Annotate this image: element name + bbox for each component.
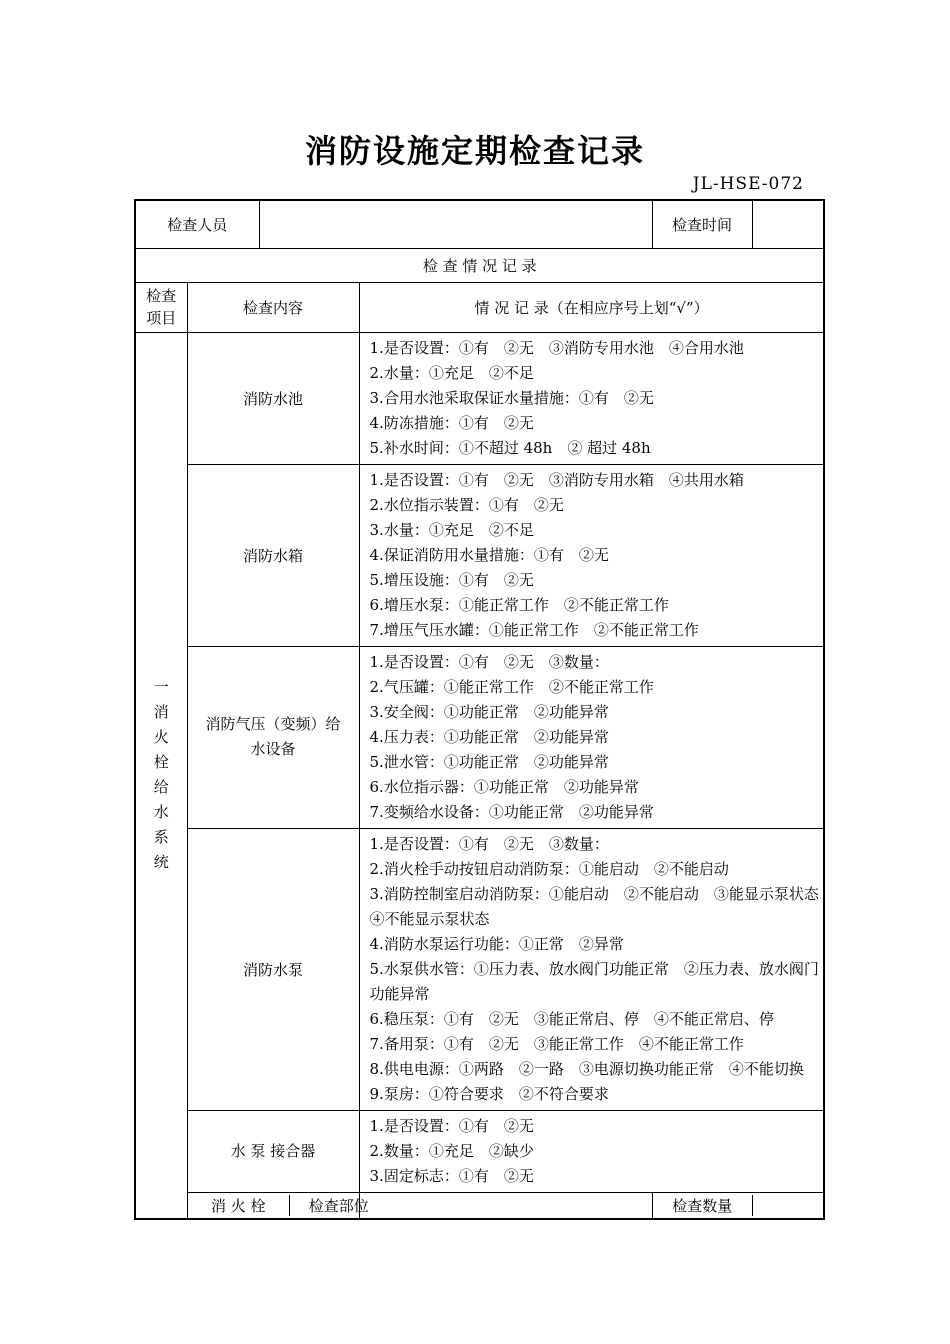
record-line[interactable]: 2.数量：①充足 ②缺少	[369, 1141, 534, 1160]
record-line[interactable]: 4.消防水泵运行功能：①正常 ②异常	[369, 934, 624, 953]
record-line[interactable]: 5.增压设施：①有 ②无	[369, 570, 534, 589]
hydrant-subtable	[188, 1195, 388, 1216]
record-line[interactable]: 1.是否设置：①有 ②无 ③消防专用水池 ④合用水池	[369, 338, 744, 357]
record-line[interactable]: 2.消火栓手动按钮启动消防泵：①能启动 ②不能启动	[369, 859, 729, 878]
group-row-fire-pump	[135, 828, 824, 1110]
record-line[interactable]: 1.是否设置：①有 ②无 ③数量：	[369, 652, 609, 671]
inspector-field[interactable]	[259, 200, 652, 248]
group-lines-water-tank	[359, 464, 824, 646]
group-name-pump-adapter: 水 泵 接合器	[187, 1110, 359, 1192]
inspection-table	[134, 199, 834, 1220]
record-line[interactable]: 9.泵房：①符合要求 ②不符合要求	[369, 1084, 609, 1103]
group-row-water-pool	[135, 332, 824, 464]
group-lines-pump-adapter	[359, 1110, 824, 1192]
record-line[interactable]: 7.备用泵：①有 ②无 ③能正常工作 ④不能正常工作	[369, 1034, 744, 1053]
inspector-label: 检查人员	[135, 200, 259, 248]
category-text: 一消火栓给水系统	[153, 678, 169, 872]
time-label: 检查时间	[652, 200, 752, 248]
record-line[interactable]: 4.保证消防用水量措施：①有 ②无	[369, 545, 609, 564]
category-label	[135, 332, 187, 1219]
record-line[interactable]: 3.水量：①充足 ②不足	[369, 520, 534, 539]
record-line[interactable]: 4.压力表：①功能正常 ②功能异常	[369, 727, 609, 746]
group-lines-fire-pump	[359, 828, 834, 1110]
count-label: 检查数量	[672, 1196, 733, 1215]
section-title-row	[135, 248, 824, 282]
count-subtable	[653, 1195, 896, 1216]
record-line[interactable]: 2.气压罐：①能正常工作 ②不能正常工作	[369, 677, 654, 696]
document-title: 消防设施定期检查记录	[304, 132, 645, 170]
hydrant-name: 消 火 栓	[210, 1196, 266, 1215]
record-line[interactable]: 7.增压气压水罐：①能正常工作 ②不能正常工作	[369, 620, 699, 639]
group-row-pump-adapter	[135, 1110, 824, 1192]
group-lines-water-pool	[359, 332, 824, 464]
record-line[interactable]: 2.水位指示装置：①有 ②无	[369, 495, 564, 514]
group-row-water-tank	[135, 464, 824, 646]
record-line[interactable]: 2.水量：①充足 ②不足	[369, 363, 534, 382]
time-field[interactable]	[752, 200, 824, 248]
hydrant-row-left	[187, 1192, 369, 1219]
group-lines-pressure-equipment	[359, 646, 824, 828]
record-line[interactable]: 4.防冻措施：①有 ②无	[369, 413, 534, 432]
record-line[interactable]: 7.变频给水设备：①功能正常 ②功能异常	[369, 802, 654, 821]
count-field[interactable]	[753, 1195, 896, 1216]
record-line[interactable]: 6.水位指示器：①功能正常 ②功能异常	[369, 777, 639, 796]
record-line[interactable]: 3.消防控制室启动消防泵：①能启动 ②不能启动 ③能显示泵状态 ④不能显示泵状态	[369, 884, 834, 928]
section-title: 检 查 情 况 记 录	[135, 248, 824, 282]
record-line[interactable]: 5.水泵供水管：①压力表、放水阀门功能正常 ②压力表、放水阀门功能异常	[369, 959, 819, 1003]
record-line[interactable]: 5.补水时间：①不超过 48h ② 超过 48h	[369, 438, 651, 457]
location-label: 检查部位	[290, 1195, 388, 1216]
hydrant-row	[135, 1192, 824, 1219]
hydrant-row-right	[652, 1192, 824, 1219]
group-name-water-tank: 消防水箱	[187, 464, 359, 646]
column-header-row	[135, 282, 824, 332]
record-line[interactable]: 1.是否设置：①有 ②无 ③数量：	[369, 834, 609, 853]
record-line[interactable]: 1.是否设置：①有 ②无 ③消防专用水箱 ④共用水箱	[369, 470, 744, 489]
header-row	[135, 200, 824, 248]
group-name-pressure-equipment: 消防气压（变频）给水设备	[187, 646, 359, 828]
record-line[interactable]: 3.固定标志：①有 ②无	[369, 1166, 534, 1185]
record-line[interactable]: 5.泄水管：①功能正常 ②功能异常	[369, 752, 609, 771]
col-header-item: 检查项目	[135, 282, 187, 332]
record-line[interactable]: 3.合用水池采取保证水量措施：①有 ②无	[369, 388, 654, 407]
record-line[interactable]: 6.稳压泵：①有 ②无 ③能正常启、停 ④不能正常启、停	[369, 1009, 774, 1028]
record-line[interactable]: 1.是否设置：①有 ②无	[369, 1116, 534, 1135]
col-header-content: 检查内容	[187, 282, 359, 332]
group-row-pressure-equipment	[135, 646, 824, 828]
location-field[interactable]	[359, 1192, 652, 1219]
col-header-record: 情 况 记 录（在相应序号上划“√”）	[359, 282, 824, 332]
document-code: JL-HSE-072	[692, 174, 804, 194]
record-line[interactable]: 8.供电电源：①两路 ②一路 ③电源切换功能正常 ④不能切换	[369, 1059, 804, 1078]
group-name-water-pool: 消防水池	[187, 332, 359, 464]
group-name-fire-pump: 消防水泵	[187, 828, 359, 1110]
record-line[interactable]: 6.增压水泵：①能正常工作 ②不能正常工作	[369, 595, 669, 614]
record-line[interactable]: 3.安全阀：①功能正常 ②功能异常	[369, 702, 609, 721]
